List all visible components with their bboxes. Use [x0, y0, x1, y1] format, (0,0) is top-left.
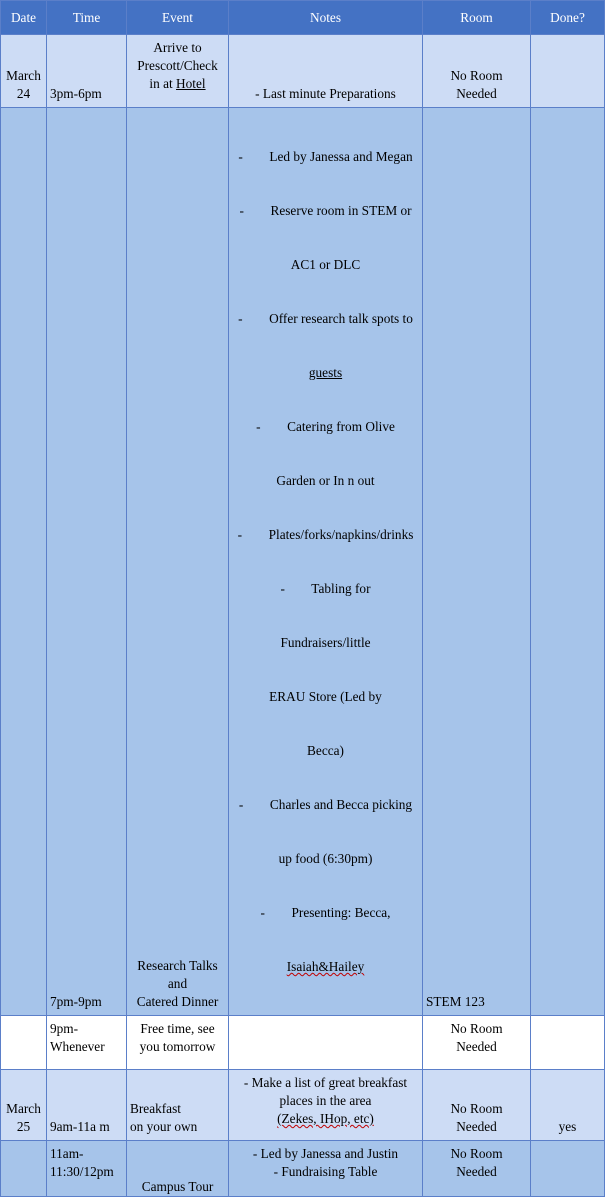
done-cell [531, 35, 605, 108]
header-row [1, 1, 605, 35]
table-row [1, 1141, 605, 1197]
time-cell: 3pm-6pm [47, 35, 127, 108]
room-cell: No Room Needed [423, 1070, 531, 1141]
notes-cell: - Led by Janessa and Megan - Reserve room in STEM or AC1 or DLC - Offer research talk spots to guests - Catering from Olive Garden or In n out - Plates/forks/napkins/drinks - Tabling for Fundraisers/little ERAU Store (Led by Becca) - Charles and Becca picking up food (6:30pm) - Presenting: Becca, Isaiah&Hailey [229, 108, 423, 1016]
event-cell: Breakfast on your own [127, 1070, 229, 1141]
notes-cell: - Make a list of great breakfast places in the area (Zekes, IHop, etc) [229, 1070, 423, 1141]
table-row [1, 1016, 605, 1070]
done-cell [531, 1016, 605, 1070]
event-cell: Research Talks and Catered Dinner [127, 108, 229, 1016]
table-row [1, 1070, 605, 1141]
event-cell: Arrive to Prescott/Check in at Hotel [127, 35, 229, 108]
event-cell: Free time, see you tomorrow [127, 1016, 229, 1070]
date-cell [1, 1141, 47, 1197]
time-cell: 9am-11a m [47, 1070, 127, 1141]
header-notes: Notes [229, 1, 423, 35]
room-cell: STEM 123 [423, 108, 531, 1016]
time-cell: 7pm-9pm [47, 108, 127, 1016]
time-cell: 9pm- Whenever [47, 1016, 127, 1070]
notes-cell: - Led by Janessa and Justin - Fundraising Table [229, 1141, 423, 1197]
room-cell: No Room Needed [423, 1141, 531, 1197]
header-event: Event [127, 1, 229, 35]
header-date: Date [1, 1, 47, 35]
table-row [1, 108, 605, 1016]
hotel-link-text: Hotel [176, 76, 206, 91]
event-cell: Campus Tour [127, 1141, 229, 1197]
date-cell: March 25 [1, 1070, 47, 1141]
date-cell: March 24 [1, 35, 47, 108]
room-cell: No Room Needed [423, 1016, 531, 1070]
date-cell [1, 108, 47, 1016]
header-done: Done? [531, 1, 605, 35]
room-cell: No Room Needed [423, 35, 531, 108]
time-cell: 11am- 11:30/12pm [47, 1141, 127, 1197]
done-cell: yes [531, 1070, 605, 1141]
header-time: Time [47, 1, 127, 35]
notes-cell [229, 1016, 423, 1070]
header-room: Room [423, 1, 531, 35]
done-cell [531, 1141, 605, 1197]
notes-cell: - Last minute Preparations [229, 35, 423, 108]
table-row [1, 35, 605, 108]
done-cell [531, 108, 605, 1016]
date-cell [1, 1016, 47, 1070]
